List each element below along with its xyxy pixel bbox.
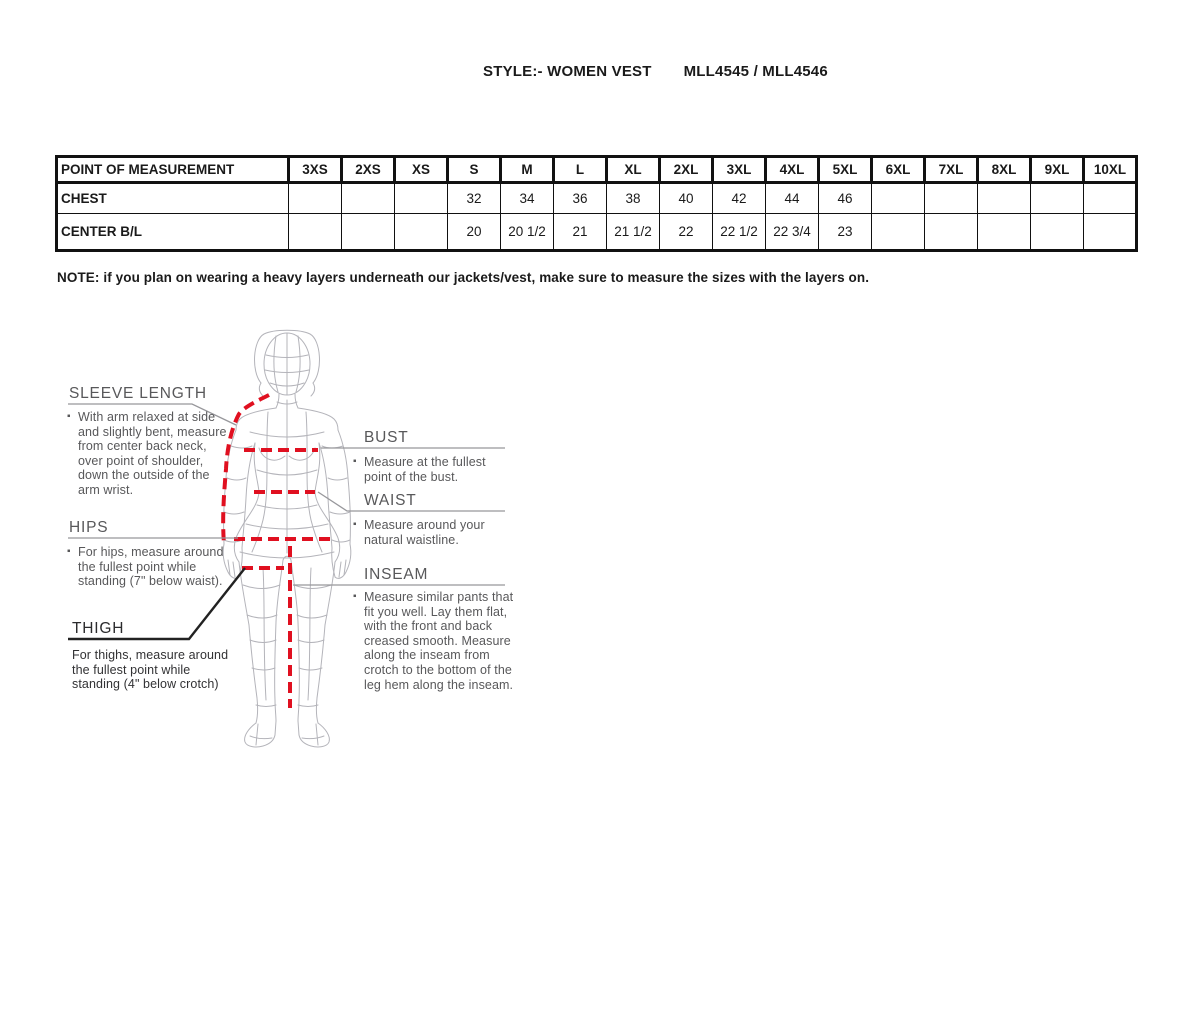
bust-description: ▪ Measure at the fullest point of the bust. (353, 455, 514, 484)
column-header-size: 8XL (978, 157, 1031, 183)
cell: 32 (448, 183, 501, 214)
column-header-size: M (501, 157, 554, 183)
table-row-chest (57, 183, 1137, 214)
cell: 46 (819, 183, 872, 214)
cell (1031, 214, 1084, 251)
sleeve-length-measure-line (223, 395, 269, 544)
cell (978, 183, 1031, 214)
cell: 38 (607, 183, 660, 214)
waist-heading: WAIST (364, 492, 417, 509)
cell (289, 214, 342, 251)
cell: 20 (448, 214, 501, 251)
table-row-center-bl (57, 214, 1137, 251)
page-title (483, 63, 828, 80)
column-header-size: 7XL (925, 157, 978, 183)
cell: 23 (819, 214, 872, 251)
column-header-size: XL (607, 157, 660, 183)
cell: 34 (501, 183, 554, 214)
cell: 22 1/2 (713, 214, 766, 251)
column-header-size: 4XL (766, 157, 819, 183)
cell (1084, 183, 1137, 214)
column-header-point-of-measurement: POINT OF MEASUREMENT (57, 157, 289, 183)
column-header-size: 10XL (1084, 157, 1137, 183)
column-header-size: 6XL (872, 157, 925, 183)
cell: 36 (554, 183, 607, 214)
column-header-size: 3XS (289, 157, 342, 183)
cell (1031, 183, 1084, 214)
column-header-size: 5XL (819, 157, 872, 183)
row-label: CHEST (57, 183, 289, 214)
inseam-description: ▪ Measure similar pants that fit you well. Lay them flat, with the front and back creased smooth. Measure along the inseam from crotch to the bottom of the leg hem along the inseam. (353, 590, 524, 692)
table-header-row (57, 157, 1137, 183)
cell: 21 (554, 214, 607, 251)
row-label: CENTER B/L (57, 214, 289, 251)
column-header-size: 3XL (713, 157, 766, 183)
column-header-size: L (554, 157, 607, 183)
cell (925, 214, 978, 251)
hips-heading: HIPS (69, 519, 109, 536)
inseam-heading: INSEAM (364, 566, 429, 583)
thigh-heading: THIGH (72, 620, 125, 637)
cell (395, 214, 448, 251)
cell (1084, 214, 1137, 251)
hips-description: ▪ For hips, measure around the fullest point while standing (7" below waist). (67, 545, 236, 589)
cell (872, 183, 925, 214)
cell: 40 (660, 183, 713, 214)
cell (395, 183, 448, 214)
cell: 44 (766, 183, 819, 214)
cell: 20 1/2 (501, 214, 554, 251)
sleeve-length-heading: SLEEVE LENGTH (69, 385, 207, 402)
column-header-size: 2XL (660, 157, 713, 183)
cell (978, 214, 1031, 251)
bust-heading: BUST (364, 429, 409, 446)
column-header-size: 9XL (1031, 157, 1084, 183)
waist-description: ▪ Measure around your natural waistline. (353, 518, 514, 547)
column-header-size: XS (395, 157, 448, 183)
cell (289, 183, 342, 214)
cell (872, 214, 925, 251)
note-text: NOTE: if you plan on wearing a heavy layers underneath our jackets/vest, make sure to measure the sizes with the layers on. (57, 270, 870, 285)
cell (342, 214, 395, 251)
thigh-description: For thighs, measure around the fullest point while standing (4" below crotch) (72, 648, 229, 692)
cell: 22 (660, 214, 713, 251)
cell (925, 183, 978, 214)
cell: 22 3/4 (766, 214, 819, 251)
figure-wireframe (223, 330, 351, 747)
column-header-size: 2XS (342, 157, 395, 183)
cell (342, 183, 395, 214)
size-chart-table (55, 155, 1138, 252)
sleeve-length-description: ▪ With arm relaxed at side and slightly bent, measure from center back neck, over point of shoulder, down the outside of the arm wrist. (67, 410, 228, 498)
cell: 42 (713, 183, 766, 214)
style-codes: MLL4545 / MLL4546 (683, 63, 828, 80)
column-header-size: S (448, 157, 501, 183)
style-title: STYLE:- WOMEN VEST (483, 63, 652, 80)
cell: 21 1/2 (607, 214, 660, 251)
